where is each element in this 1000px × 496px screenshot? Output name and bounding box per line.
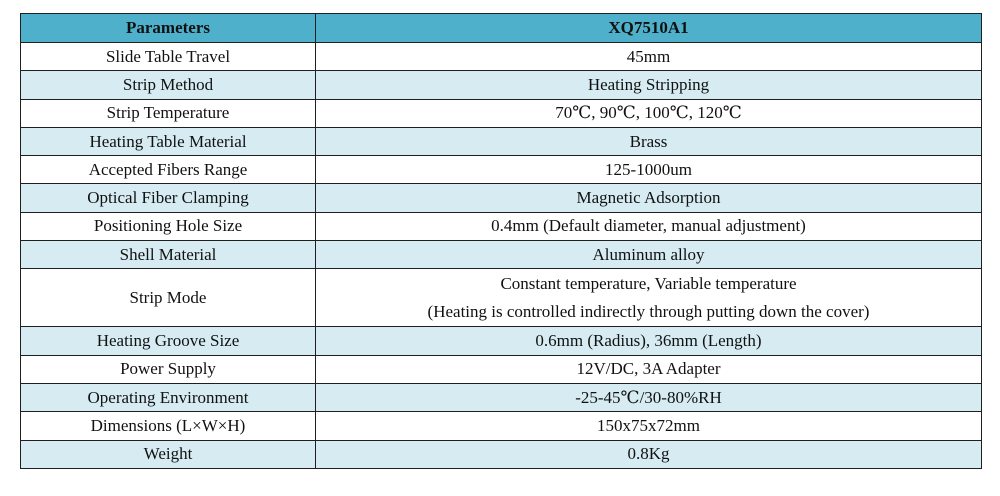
value-cell: 0.8Kg [316,440,982,468]
value-cell: -25-45℃/30-80%RH [316,383,982,411]
param-cell: Heating Groove Size [21,327,316,355]
table-row [21,327,982,355]
value-cell: Heating Stripping [316,71,982,99]
table-row [21,184,982,212]
value-cell: 45mm [316,43,982,71]
param-cell: Dimensions (L×W×H) [21,412,316,440]
table-row [21,269,982,327]
param-cell: Weight [21,440,316,468]
table-row [21,71,982,99]
table-row [21,383,982,411]
table-body [21,43,982,469]
param-cell: Positioning Hole Size [21,212,316,240]
value-line: (Heating is controlled indirectly through putting down the cover) [427,301,870,321]
table-row [21,412,982,440]
header-model: XQ7510A1 [316,14,982,43]
param-cell: Shell Material [21,241,316,269]
param-cell: Accepted Fibers Range [21,156,316,184]
spec-table [20,13,982,469]
value-cell: 150x75x72mm [316,412,982,440]
param-cell: Power Supply [21,355,316,383]
table-row [21,156,982,184]
value-cell: Brass [316,127,982,155]
value-cell: 70℃, 90℃, 100℃, 120℃ [316,99,982,127]
table-row [21,43,982,71]
value-cell: 0.6mm (Radius), 36mm (Length) [316,327,982,355]
param-cell: Strip Temperature [21,99,316,127]
value-line: Constant temperature, Variable temperature [500,273,797,293]
value-cell: Magnetic Adsorption [316,184,982,212]
param-cell: Slide Table Travel [21,43,316,71]
value-cell [316,269,982,327]
header-parameters: Parameters [21,14,316,43]
value-cell: 125-1000um [316,156,982,184]
table-row [21,212,982,240]
table-row [21,355,982,383]
header-row [21,14,982,43]
table-row [21,99,982,127]
value-cell: Aluminum alloy [316,241,982,269]
param-cell: Optical Fiber Clamping [21,184,316,212]
param-cell: Strip Method [21,71,316,99]
table-row [21,440,982,468]
param-cell: Heating Table Material [21,127,316,155]
value-cell: 0.4mm (Default diameter, manual adjustment) [316,212,982,240]
param-cell: Operating Environment [21,383,316,411]
table-header [21,14,982,43]
table-row [21,241,982,269]
value-cell: 12V/DC, 3A Adapter [316,355,982,383]
table-row [21,127,982,155]
param-cell: Strip Mode [21,269,316,327]
